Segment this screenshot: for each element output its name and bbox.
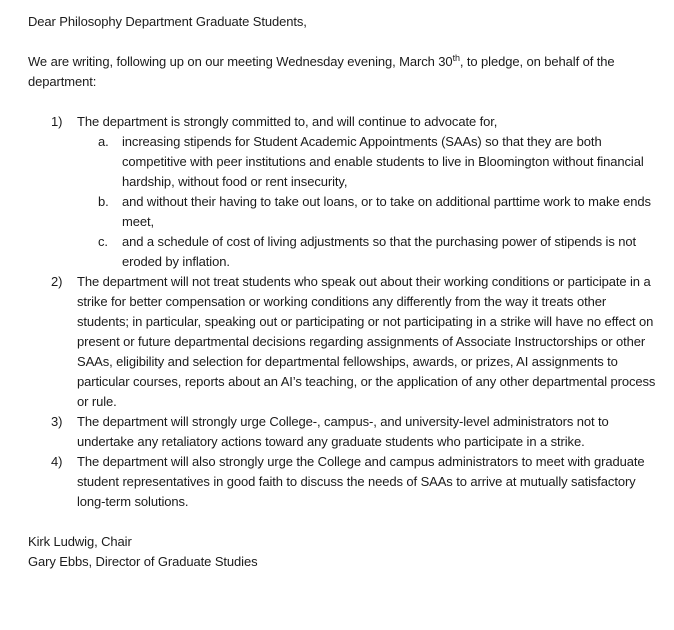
signature-line-dgs: Gary Ebbs, Director of Graduate Studies [28, 554, 258, 569]
pledge-item-1c [28, 232, 656, 272]
signature-block [28, 532, 656, 572]
ordinal-suffix: th [452, 53, 460, 63]
pledge-item-3 [28, 412, 656, 452]
pledge-4-text: The department will also strongly urge the College and campus administrators to meet with graduate student representatives in good faith to discuss the needs of SAAs to arrive at mutually satisfactory long-term solutions. [77, 454, 645, 509]
intro-text-start: We are writing, following up on our meeting Wednesday evening, March 30 [28, 54, 453, 69]
pledge-1c-marker: c. [98, 234, 108, 249]
greeting-line: Dear Philosophy Department Graduate Students, [28, 14, 307, 29]
pledge-1a-text: increasing stipends for Student Academic Appointments (SAAs) so that they are both competitive with peer institutions and enable students to live in Bloomington without financial hardship, without food or rent insecurity, [122, 134, 644, 189]
pledge-item-2 [28, 272, 656, 412]
intro-paragraph [28, 52, 656, 92]
pledge-4-marker: 4) [51, 454, 63, 469]
pledge-3-text: The department will strongly urge College-, campus-, and university-level administrators not to undertake any retaliatory actions toward any graduate students who participate in a strike. [77, 414, 609, 449]
pledge-1-marker: 1) [51, 114, 63, 129]
pledge-1-text: The department is strongly committed to, and will continue to advocate for, [77, 114, 498, 129]
pledge-item-1 [28, 112, 656, 132]
pledge-3-marker: 3) [51, 414, 63, 429]
pledge-item-4 [28, 452, 656, 512]
pledge-1a-marker: a. [98, 134, 109, 149]
pledge-1b-marker: b. [98, 194, 109, 209]
signature-line-chair: Kirk Ludwig, Chair [28, 534, 132, 549]
pledge-2-text: The department will not treat students who speak out about their working conditions or participate in a strike for better compensation or working conditions any differently from the way it treats other students; in particular, speaking out or participating or not participating in a strike will have no effect on present or future departmental decisions regarding assignments of Associate Instructorships or other SAAs, eligibility and selection for departmental fellowships, awards, or prizes, AI assignments to particular courses, reports about an AI’s teaching, or the application of any other departmental process or rule. [77, 274, 656, 409]
intro-text-end: , to pledge, on behalf of the department: [28, 54, 615, 89]
pledge-2-marker: 2) [51, 274, 63, 289]
pledge-1c-text: and a schedule of cost of living adjustments so that the purchasing power of stipends is not eroded by inflation. [122, 234, 637, 269]
pledge-item-1a [28, 132, 656, 192]
pledge-item-1b [28, 192, 656, 232]
pledge-1b-text: and without their having to take out loans, or to take on additional parttime work to make ends meet, [122, 194, 651, 229]
pledge-list [28, 112, 656, 512]
